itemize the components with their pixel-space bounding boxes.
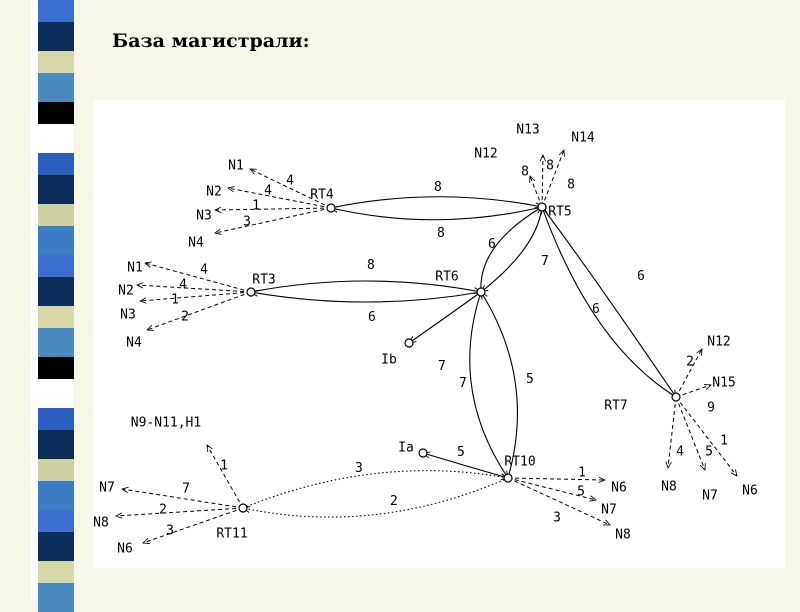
network-cost-label: 4 (286, 173, 294, 189)
network-cost-label: 2 (159, 502, 167, 518)
router-node-rt11 (239, 504, 247, 512)
network-label: N8 (615, 527, 631, 543)
network-label: N2 (118, 283, 134, 299)
link-cost-label: 6 (488, 237, 496, 252)
network-link (207, 445, 243, 508)
network-label: N12 (474, 146, 498, 162)
link-cost-label: 3 (355, 461, 363, 476)
network-link (508, 478, 605, 480)
network-label: N4 (126, 335, 142, 351)
link-cost-label: 8 (434, 180, 442, 195)
network-link (542, 155, 543, 207)
network-link (676, 385, 711, 397)
network-label: N2 (206, 184, 222, 200)
link-cost-label: 6 (368, 310, 376, 325)
network-cost-label: 3 (166, 523, 174, 539)
link-RT6-RT10 (470, 292, 508, 478)
network-cost-label: 8 (521, 164, 529, 180)
link-RT10-RT6 (481, 292, 517, 478)
router-node-ib (405, 339, 413, 347)
router-node-rt10 (504, 474, 512, 482)
router-node-ia (419, 449, 427, 457)
network-cost-label: 8 (567, 177, 575, 193)
link-cost-label: 5 (457, 445, 465, 460)
link-RT4-RT5 (331, 197, 542, 208)
network-cost-label: 4 (179, 277, 187, 293)
router-label: Ia (398, 440, 414, 456)
link-RT5-RT7 (542, 204, 676, 397)
network-label: N15 (712, 375, 736, 391)
network-label: N12 (707, 334, 731, 350)
link-cost-label: 6 (592, 302, 600, 317)
router-node-rt5 (538, 203, 546, 211)
link-cost-label: 6 (637, 269, 645, 284)
router-label: RT3 (252, 272, 276, 288)
network-cost-label: 1 (220, 458, 228, 474)
network-diagram (93, 100, 785, 568)
network-label: N6 (117, 541, 133, 557)
network-link (668, 397, 676, 468)
link-cost-label: 7 (459, 376, 467, 391)
router-node-rt7 (672, 393, 680, 401)
network-cost-label: 4 (264, 183, 272, 199)
link-RT6-RT3 (251, 292, 481, 302)
network-link (215, 208, 331, 233)
router-label: RT11 (216, 526, 248, 542)
network-cost-label: 5 (705, 444, 713, 460)
network-link (116, 508, 243, 516)
decorative-stripe (0, 0, 93, 600)
network-link (147, 292, 251, 330)
network-cost-label: 3 (553, 510, 561, 526)
network-cost-label: 9 (707, 400, 715, 416)
network-label: N13 (516, 122, 540, 138)
network-label: N9-N11,H1 (130, 415, 202, 431)
router-label: RT6 (435, 269, 459, 285)
network-label: N8 (661, 479, 677, 495)
link-RT10-RT11 (243, 478, 508, 517)
network-cost-label: 1 (720, 433, 728, 449)
network-cost-label: 8 (546, 158, 554, 174)
network-label: N6 (742, 483, 758, 499)
network-cost-label: 2 (181, 309, 189, 325)
network-label: N14 (571, 130, 595, 146)
network-label: N8 (93, 515, 109, 531)
network-label: N7 (99, 480, 115, 496)
network-cost-label: 3 (243, 214, 251, 230)
router-label: Ib (381, 352, 397, 368)
network-cost-label: 1 (578, 465, 586, 481)
link-cost-label: 7 (541, 254, 549, 269)
network-link (140, 292, 251, 301)
link-RT11-RT10 (243, 471, 508, 508)
network-cost-label: 1 (252, 198, 260, 214)
network-label: N3 (196, 208, 212, 224)
network-cost-label: 2 (686, 354, 694, 370)
network-label: N1 (127, 260, 143, 276)
network-label: N6 (611, 480, 627, 496)
link-cost-label: 2 (390, 494, 398, 509)
router-node-rt4 (327, 204, 335, 212)
link-cost-label: 8 (437, 226, 445, 241)
link-cost-label: 8 (367, 258, 375, 273)
router-node-rt3 (247, 288, 255, 296)
network-cost-label: 1 (171, 292, 179, 308)
link-cost-label: 5 (526, 372, 534, 387)
router-node-rt6 (477, 288, 485, 296)
router-label: RT10 (504, 454, 536, 470)
page-title: База магистрали: (112, 30, 310, 52)
router-label: RT4 (310, 187, 334, 203)
link-cost-label: 7 (438, 359, 446, 374)
network-label: N3 (120, 307, 136, 323)
network-label: N1 (228, 158, 244, 174)
network-cost-label: 7 (182, 481, 190, 497)
network-label: N7 (601, 502, 617, 518)
link-RT5-RT4 (331, 207, 542, 220)
network-link (137, 285, 251, 292)
network-cost-label: 5 (577, 484, 585, 500)
network-cost-label: 4 (200, 262, 208, 278)
network-link (530, 176, 542, 207)
network-label: N4 (188, 235, 204, 251)
network-link (215, 208, 331, 210)
network-link (145, 263, 251, 292)
router-label: RT5 (548, 204, 572, 220)
diagram-panel (93, 100, 785, 568)
network-label: N7 (702, 488, 718, 504)
router-label: RT7 (604, 398, 628, 414)
network-cost-label: 4 (676, 444, 684, 460)
